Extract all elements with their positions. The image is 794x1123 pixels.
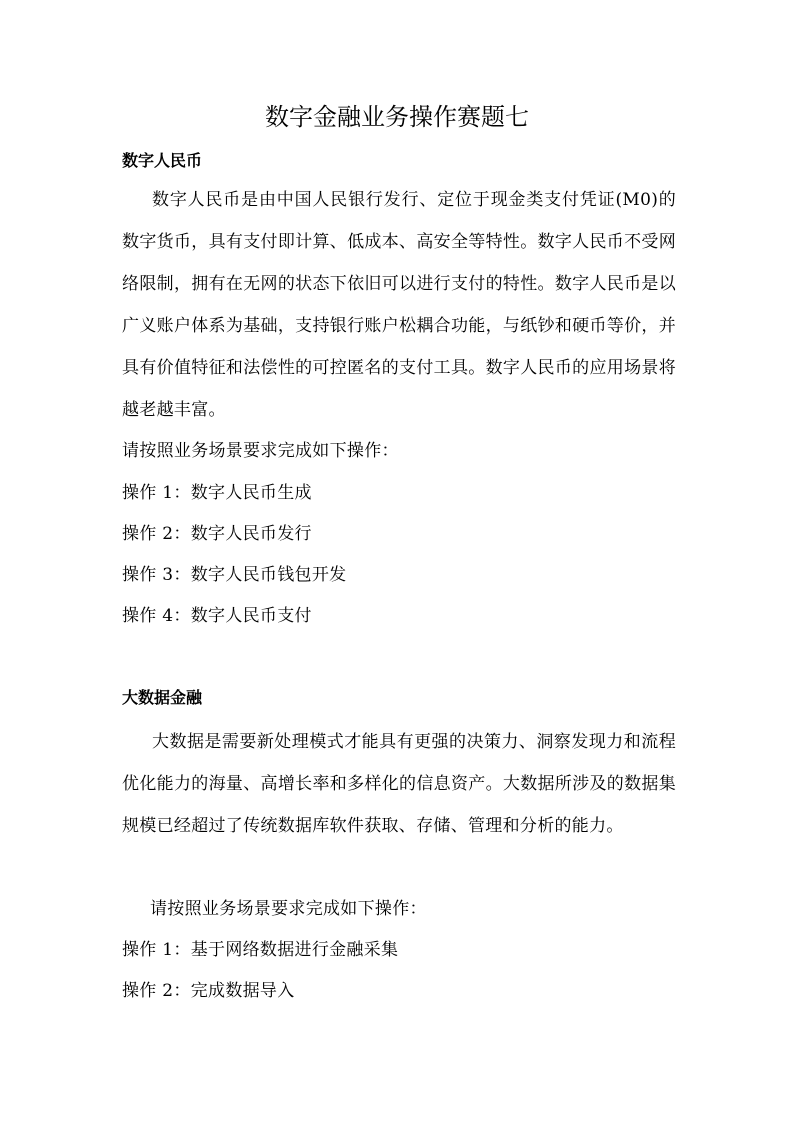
operation-item: 操作 3：数字人民币钱包开发 [122, 565, 347, 585]
document-title: 数字金融业务操作赛题七 [265, 103, 529, 131]
section-heading-digital-rmb: 数字人民币 [122, 151, 203, 170]
instruction-text: 请按照业务场景要求完成如下操作： [150, 899, 427, 919]
section-paragraph-digital-rmb: 数字人民币是由中国人民银行发行、定位于现金类支付凭证(M0)的数字货币，具有支付即计算、低成本、高安全等特性。数字人民币不受网络限制，拥有在无网的状态下依旧可以进行支付的特性。数字人民币是以广义账户体系为基础，支持银行账户松耦合功能，与纸钞和硬币等价，并具有价值特征和法偿性的可控匿名的支付工具。数字人民币的应用场景将越老越丰富。 [122, 190, 676, 420]
operation-item: 操作 1：基于网络数据进行金融采集 [122, 940, 399, 960]
section-heading-big-data: 大数据金融 [122, 688, 203, 707]
section-paragraph-big-data: 大数据是需要新处理模式才能具有更强的决策力、洞察发现力和流程优化能力的海量、高增长率和多样化的信息资产。大数据所涉及的数据集规模已经超过了传统数据库软件获取、存储、管理和分析的能力。 [122, 732, 676, 836]
instruction-text: 请按照业务场景要求完成如下操作： [122, 441, 399, 461]
operation-item: 操作 1：数字人民币生成 [122, 483, 312, 503]
operation-item: 操作 2：数字人民币发行 [122, 524, 312, 544]
operation-item: 操作 2：完成数据导入 [122, 981, 295, 1001]
operation-item: 操作 4：数字人民币支付 [122, 606, 312, 626]
